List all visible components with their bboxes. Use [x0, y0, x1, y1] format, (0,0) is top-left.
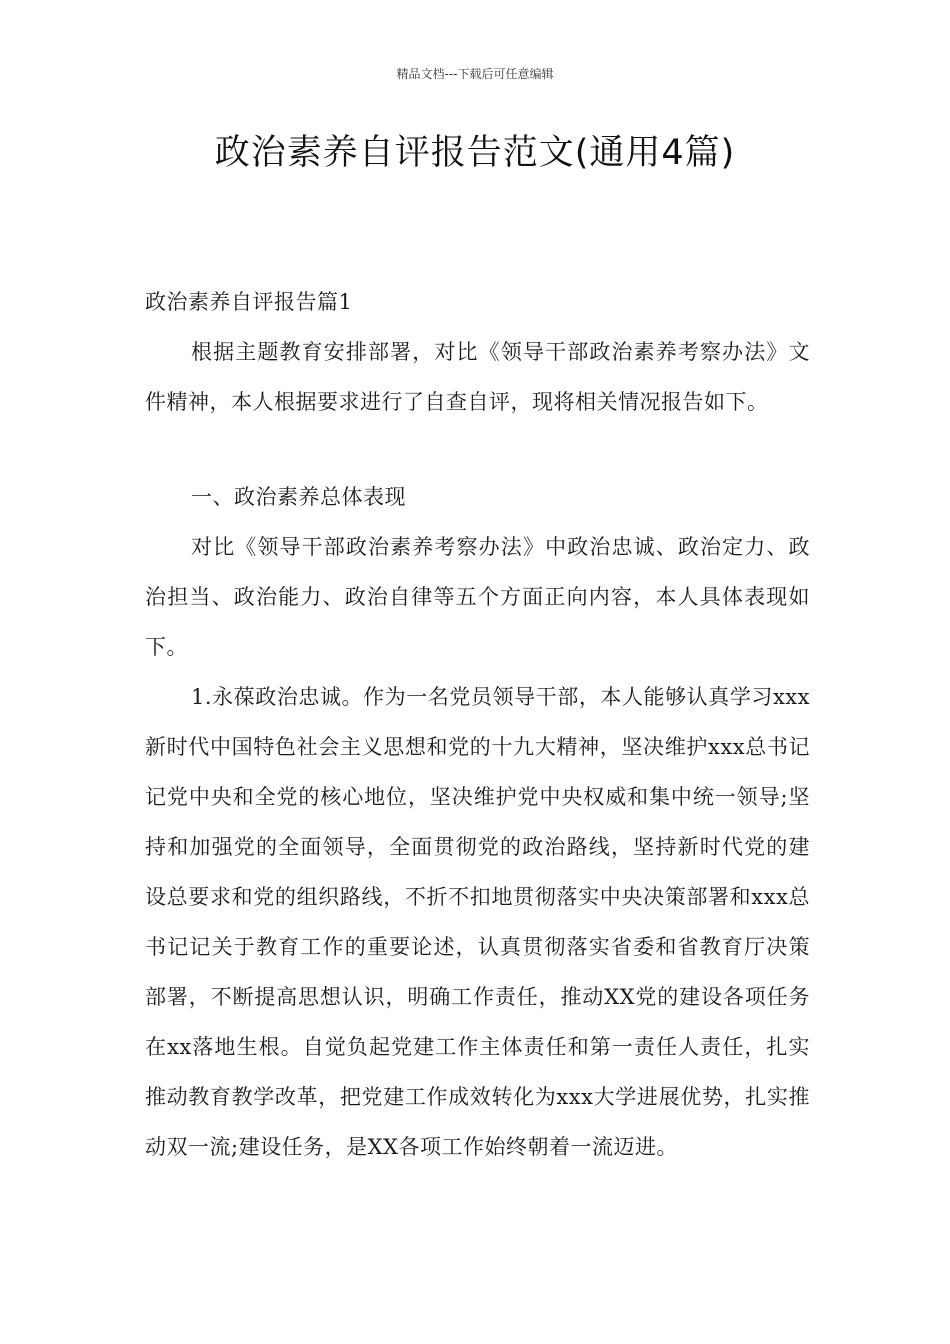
part-one-heading: 一、政治素养总体表现: [191, 485, 406, 509]
part-one-paragraph: 对比《领导干部政治素养考察办法》中政治忠诚、政治定力、政治担当、政治能力、政治自律等五个方面正向内容，本人具体表现如下。: [145, 535, 810, 659]
document-body: [145, 277, 810, 1172]
item-one-paragraph: 1.永葆政治忠诚。作为一名党员领导干部，本人能够认真学习xxx新时代中国特色社会主义思想和党的十九大精神，坚决维护xxx总书记记党中央和全党的核心地位，坚决维护党中央权威和集中统一领导;坚持和加强党的全面领导，全面贯彻党的政治路线，坚持新时代党的建设总要求和党的组织路线，不折不扣地贯彻落实中央决策部署和xxx总书记记关于教育工作的重要论述，认真贯彻落实省委和省教育厅决策部署，不断提高思想认识，明确工作责任，推动XX党的建设各项任务在xx落地生根。自觉负起党建工作主体责任和第一责任人责任，扎实推动教育教学改革，把党建工作成效转化为xxx大学进展优势，扎实推动双一流;建设任务，是XX各项工作始终朝着一流迈进。: [145, 685, 810, 1159]
document-title: 政治素养自评报告范文(通用4篇): [214, 133, 736, 173]
page-header-watermark: 精品文档---下载后可任意编辑: [396, 67, 554, 81]
intro-paragraph: 根据主题教育安排部署，对比《领导干部政治素养考察办法》文件精神，本人根据要求进行了自查自评，现将相关情况报告如下。: [145, 340, 810, 414]
section-heading: 政治素养自评报告篇1: [145, 290, 353, 314]
